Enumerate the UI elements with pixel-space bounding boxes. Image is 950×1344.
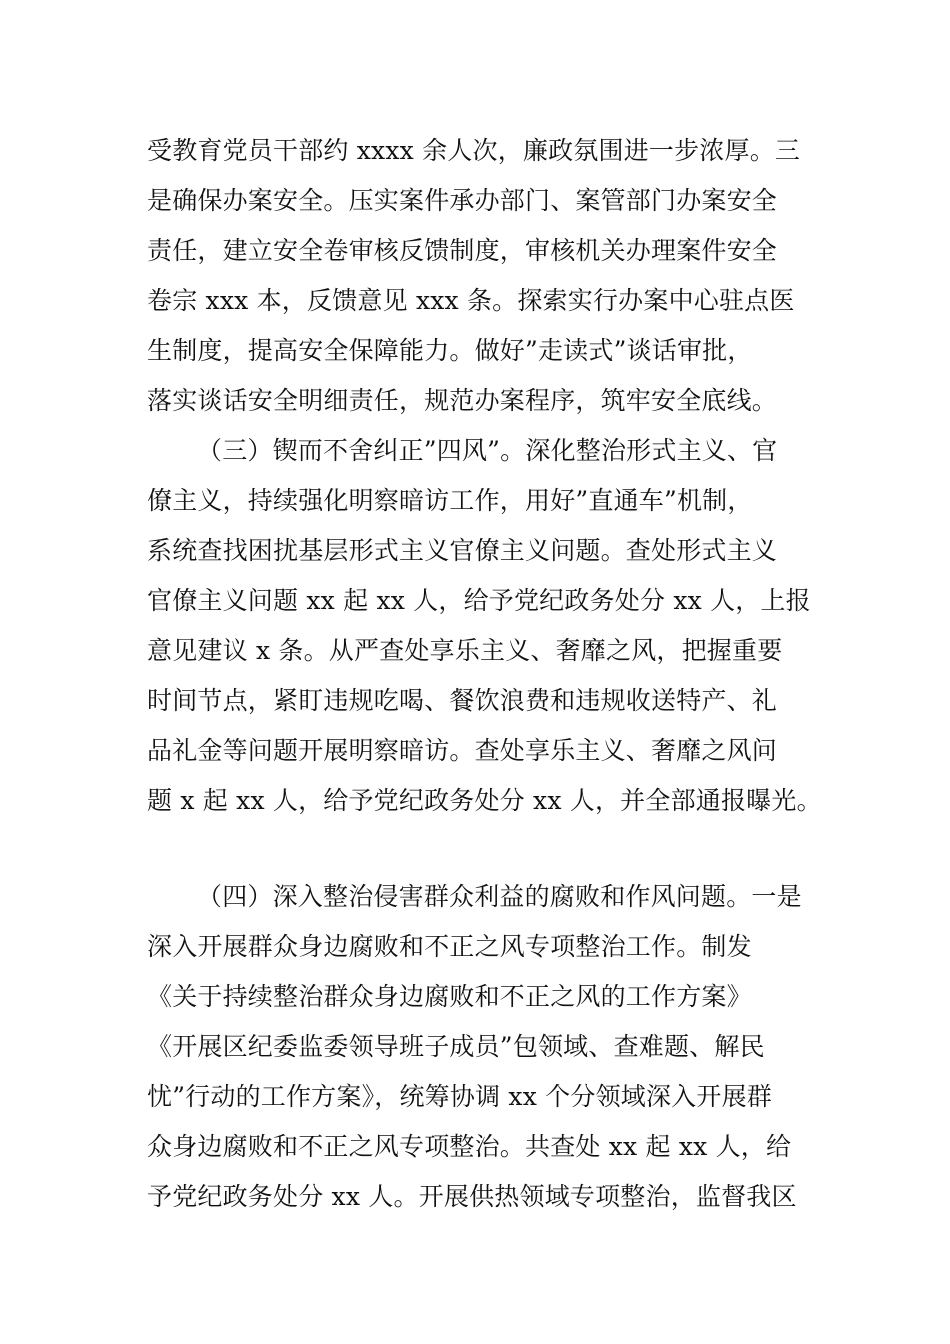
paragraph-line: 予党纪政务处分 xx 人。开展供热领域专项整治，监督我区 [147,1182,797,1211]
paragraph-line: 是确保办案安全。压实案件承办部门、案管部门办案安全 [147,186,778,215]
paragraph-line: 系统查找困扰基层形式主义官僚主义问题。查处形式主义 [147,536,778,565]
paragraph-line: 受教育党员干部约 xxxx 余人次，廉政氛围进一步浓厚。三 [147,136,801,165]
paragraph-line: 品礼金等问题开展明察暗访。查处享乐主义、奢靡之风问 [147,736,778,765]
paragraph-line: 僚主义，持续强化明察暗访工作，用好”直通车”机制， [147,486,753,515]
section-heading-line: （三）锲而不舍纠正”四风”。深化整治形式主义、官 [197,436,778,465]
paragraph-line: 众身边腐败和不正之风专项整治。共查处 xx 起 xx 人，给 [147,1132,792,1161]
paragraph-line: 时间节点，紧盯违规吃喝、餐饮浪费和违规收送特产、礼 [147,686,778,715]
paragraph-line: 落实谈话安全明细责任，规范办案程序，筑牢安全底线。 [147,386,778,415]
paragraph-line: 深入开展群众身边腐败和不正之风专项整治工作。制发 [147,932,752,961]
paragraph-line: 责任，建立安全卷审核反馈制度，审核机关办理案件安全 [147,236,778,265]
paragraph-line: 生制度，提高安全保障能力。做好”走读式”谈话审批， [147,336,753,365]
paragraph-line: 忧”行动的工作方案》，统筹协调 xx 个分领域深入开展群 [147,1082,772,1111]
paragraph-line: 意见建议 x 条。从严查处享乐主义、奢靡之风，把握重要 [147,636,783,665]
paragraph-line: 官僚主义问题 xx 起 xx 人，给予党纪政务处分 xx 人，上报 [147,586,811,615]
paragraph-line: 题 x 起 xx 人，给予党纪政务处分 xx 人，并全部通报曝光。 [147,786,822,815]
paragraph-line: 《开展区纪委监委领导班子成员”包领域、查难题、解民 [147,1032,765,1061]
paragraph-line: 《关于持续整治群众身边腐败和不正之风的工作方案》 [147,982,752,1011]
section-heading-line: （四）深入整治侵害群众利益的腐败和作风问题。一是 [197,882,802,911]
paragraph-line: 卷宗 xxx 本，反馈意见 xxx 条。探索实行办案中心驻点医 [147,286,795,315]
